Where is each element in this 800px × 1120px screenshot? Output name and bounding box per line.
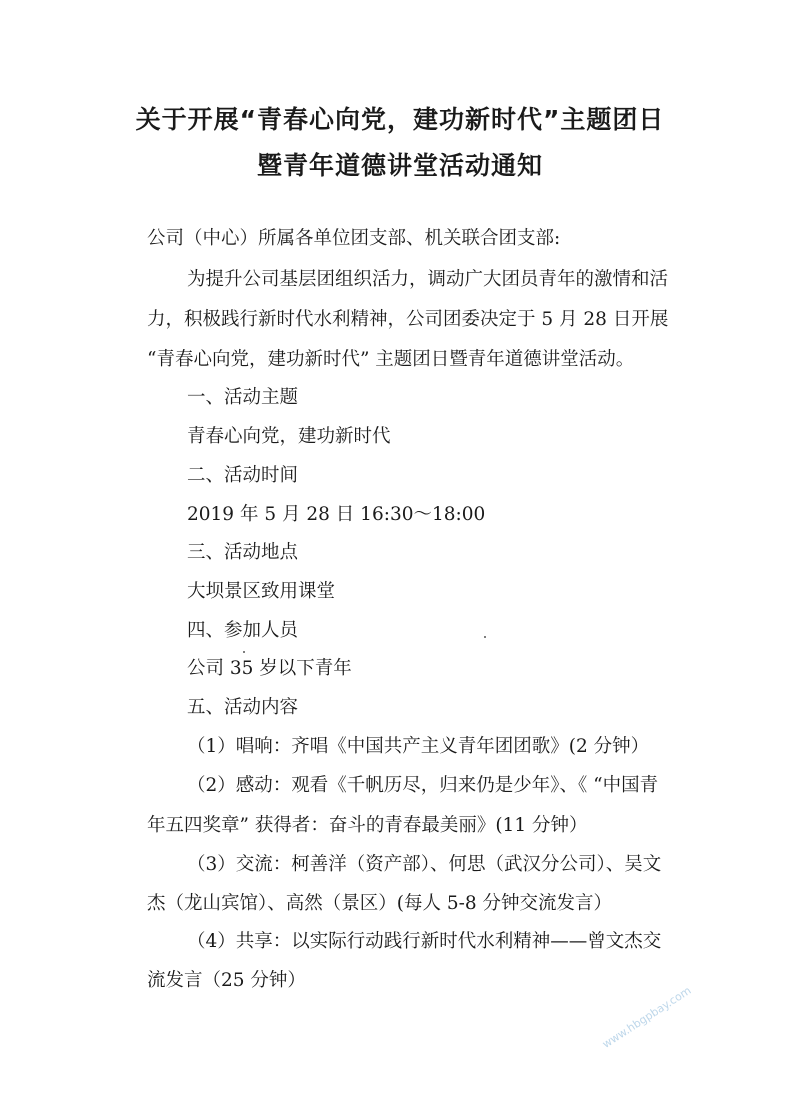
content-item-3-line-2: 杰（龙山宾馆）、高然（景区）(每人 5-8 分钟交流发言） xyxy=(147,893,613,914)
salutation: 公司（中心）所属各单位团支部、机关联合团支部: xyxy=(147,228,561,249)
place-heading: 三、活动地点 xyxy=(187,542,299,563)
document-title-line-1: 关于开展“青春心向党，建功新时代”主题团日 xyxy=(135,105,665,134)
content-heading: 五、活动内容 xyxy=(187,697,299,718)
content-item-2-line-2: 年五四奖章” 获得者：奋斗的青春最美丽》(11 分钟） xyxy=(147,815,588,836)
watermark: www.hbgpbay.com xyxy=(600,983,694,1051)
theme-heading: 一、活动主题 xyxy=(187,387,299,408)
place-text: 大坝景区致用课堂 xyxy=(187,581,336,602)
people-heading: 四、参加人员 xyxy=(187,620,299,641)
content-item-4-line-1: （4）共享：以实际行动践行新时代水利精神——曾文杰交 xyxy=(187,931,662,952)
intro-paragraph-line-3: “青春心向党，建功新时代” 主题团日暨青年道德讲堂活动。 xyxy=(147,349,635,370)
content-item-4-line-2: 流发言（25 分钟） xyxy=(147,970,306,991)
theme-text: 青春心向党，建功新时代 xyxy=(187,426,391,447)
scan-speck xyxy=(243,651,245,653)
intro-paragraph-line-1: 为提升公司基层团组织活力，调动广大团员青年的激情和活 xyxy=(187,269,669,290)
content-item-1: （1）唱响：齐唱《中国共产主义青年团团歌》(2 分钟） xyxy=(187,736,650,757)
intro-paragraph-line-2: 力，积极践行新时代水利精神，公司团委决定于 5 月 28 日开展 xyxy=(147,309,669,330)
time-heading: 二、活动时间 xyxy=(187,465,299,486)
content-item-3-line-1: （3）交流：柯善洋（资产部）、何思（武汉分公司）、吴文 xyxy=(187,854,662,875)
content-item-2-line-1: （2）感动：观看《千帆历尽，归来仍是少年》、《 “中国青 xyxy=(187,775,659,796)
people-text: 公司 35 岁以下青年 xyxy=(187,658,352,679)
scan-speck xyxy=(484,636,486,638)
time-text: 2019 年 5 月 28 日 16:30～18:00 xyxy=(187,504,486,525)
document-title-line-2: 暨青年道德讲堂活动通知 xyxy=(256,151,543,180)
